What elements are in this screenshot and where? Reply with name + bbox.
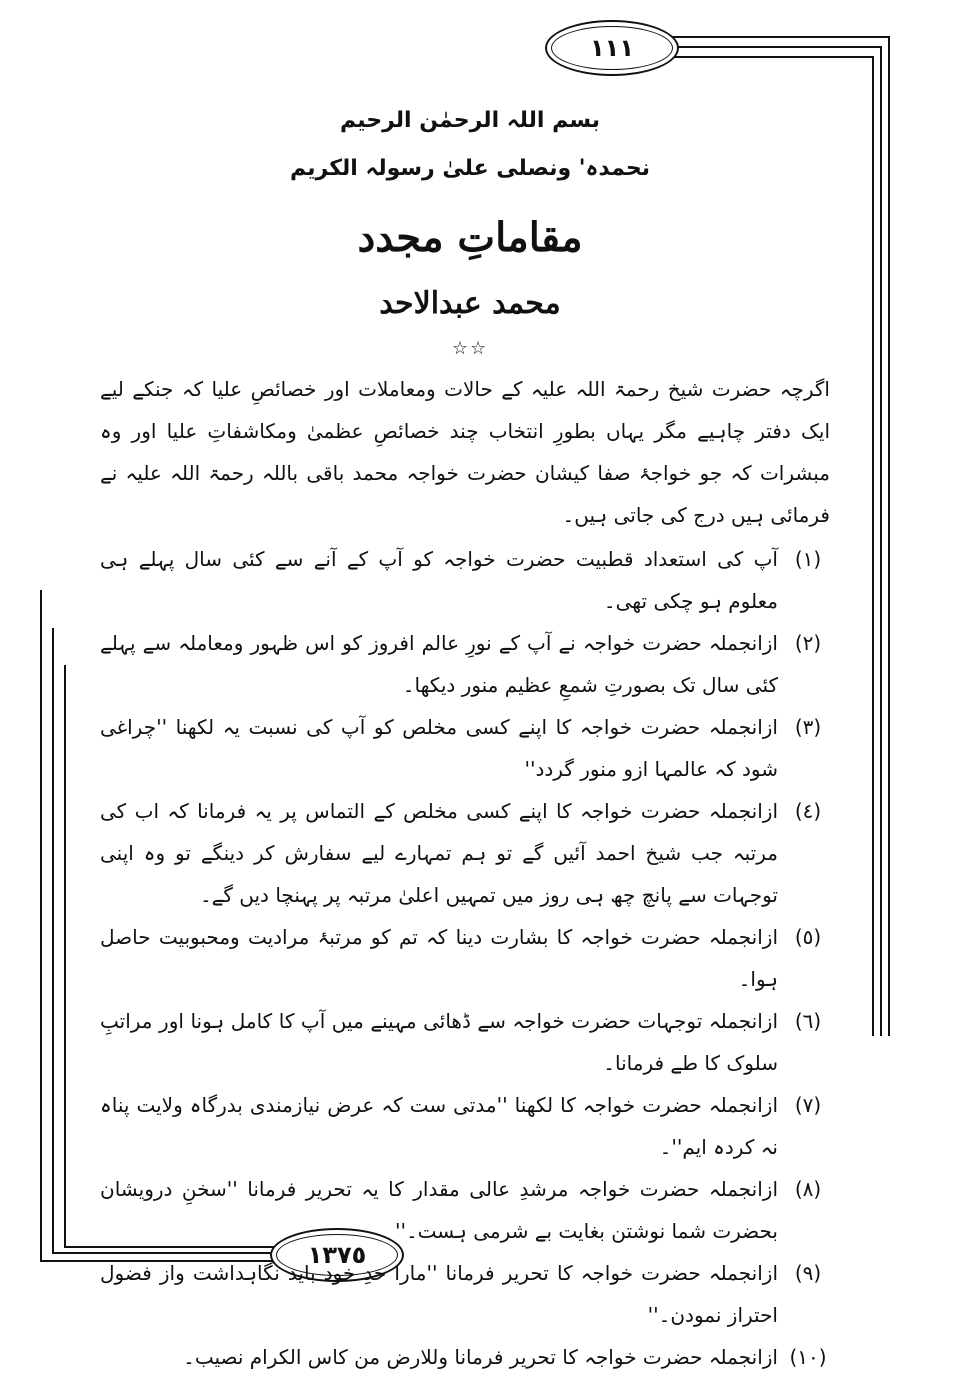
list-item-text: ازانجملہ حضرت خواجہ کا لکھنا ''مدتی ست کہ عرض نیازمندی بدرگاہ ولایت پناہ نہ کردہ ایم''۔: [100, 1093, 778, 1159]
list-item-text: ازانجملہ حضرت خواجہ کا تحریر فرمانا وللارض من کاس الکرام نصیب۔: [183, 1345, 778, 1369]
list-item-10: [100, 1336, 830, 1378]
list-item-4: [100, 790, 830, 916]
list-item-8: [100, 1168, 830, 1252]
list-item-6: [100, 1000, 830, 1084]
list-item-2: [100, 622, 830, 706]
list-item-5: [100, 916, 830, 1000]
star-separator: ☆☆: [451, 338, 489, 359]
frame-right-line-inner: [880, 46, 882, 1036]
list-item-number: (٤): [794, 799, 822, 823]
list-item-1: [100, 538, 830, 622]
list-item-number: (٢): [794, 631, 822, 655]
list-item-number: (١٠): [789, 1345, 827, 1369]
list-item-text: آپ کی استعداد قطبیت حضرت خواجہ کو آپ کے آنے سے کئی سال پہلے ہی معلوم ہو چکی تھی۔: [100, 547, 778, 613]
list-item-text: ازانجملہ توجہات حضرت خواجہ سے ڈھائی مہینے میں آپ کا کامل ہونا اور مراتبِ سلوک کا طے فرمانا۔: [100, 1009, 778, 1075]
list-item-text: ازانجملہ حضرت خواجہ کا بشارت دینا کہ تم کو مرتبۂ مرادیت ومحبوبیت حاصل ہوا۔: [100, 925, 778, 991]
frame-top-line-inner: [655, 46, 880, 48]
list-item-number: (١): [794, 547, 822, 571]
page-title: مقاماتِ مجدد: [357, 214, 583, 261]
frame-top-line-outer: [640, 36, 888, 38]
frame-right-line-third: [872, 56, 874, 1036]
bismillah-line: بسم اللہ الرحمٰن الرحیم: [339, 108, 600, 133]
list-item-7: [100, 1084, 830, 1168]
list-item-number: (٣): [794, 715, 822, 739]
frame-right-line-outer: [888, 36, 890, 1036]
list-item-number: (٧): [794, 1093, 822, 1117]
hamd-line: نحمدہ' ونصلی علیٰ رسولہ الکریم: [290, 156, 650, 181]
list-item-text: ازانجملہ حضرت خواجہ مرشدِ عالی مقدار کا یہ تحریر فرمانا ''سخنِ درویشان بحضرت شما نوشتن بغایت بے شرمی ہست۔'': [100, 1177, 778, 1243]
list-item-text: ازانجملہ حضرت خواجہ کا اپنے کسی مخلص کے التماس پر یہ فرمانا کہ اب کی مرتبہ جب شیخ احمد آئیں گے تو ہم تمہارے لیے سفارش کر دینگے تو وہ اپنی توجہات سے پانچ چھ ہی روز میں تمہیں اعلیٰ مرتبہ پر پہنچا دیں گے۔: [100, 799, 778, 907]
page-number-bottom-text: ١٣٧٥: [307, 1241, 367, 1269]
page-number-top: [545, 20, 679, 76]
author-name: محمد عبدالاحد: [379, 286, 561, 321]
intro-paragraph: اگرچہ حضرت شیخ رحمۃ اللہ علیہ کے حالات ومعاملات اور خصائصِ علیا کہ جنکے لیے ایک دفتر چاہیے مگر یہاں بطورِ انتخاب چند خصائصِ عظمیٰ ومکاشفاتِ علیا اور وہ مبشرات کہ جو خواجۂ صفا کیشان حضرت خواجہ محمد باقی باللہ رحمۃ اللہ علیہ نے فرمائی ہیں درج کی جاتی ہیں۔: [100, 377, 830, 527]
list-item-text: ازانجملہ حضرت خواجہ نے آپ کے نورِ عالم افروز کو اس ظہور ومعاملہ سے پہلے کئی سال تک بصورتِ شمعِ عظیم منور دیکھا۔: [100, 631, 778, 697]
list-item-text: ازانجملہ حضرت خواجہ کا اپنے کسی مخلص کو آپ کی نسبت یہ لکھنا ''چراغی شود کہ عالمہا ازو منور گردد'': [100, 715, 778, 781]
body-content: [100, 368, 830, 1378]
frame-left-line-third: [64, 665, 66, 1248]
list-item-number: (٩): [794, 1261, 822, 1285]
list-item-3: [100, 706, 830, 790]
page-number-top-text: ١١١: [590, 34, 634, 62]
list-item-9: [100, 1252, 830, 1336]
list-item-text: ازانجملہ حضرت خواجہ کا تحریر فرمانا ''مارا حدِ خود باید نگاہداشت واز فضول احتراز نمودن۔'': [100, 1261, 778, 1327]
frame-left-line-outer: [40, 590, 42, 1262]
list-item-number: (٦): [794, 1009, 822, 1033]
list-item-number: (٥): [794, 925, 822, 949]
frame-top-line-third: [668, 56, 872, 58]
frame-left-line-inner: [52, 628, 54, 1254]
list-item-number: (٨): [794, 1177, 822, 1201]
